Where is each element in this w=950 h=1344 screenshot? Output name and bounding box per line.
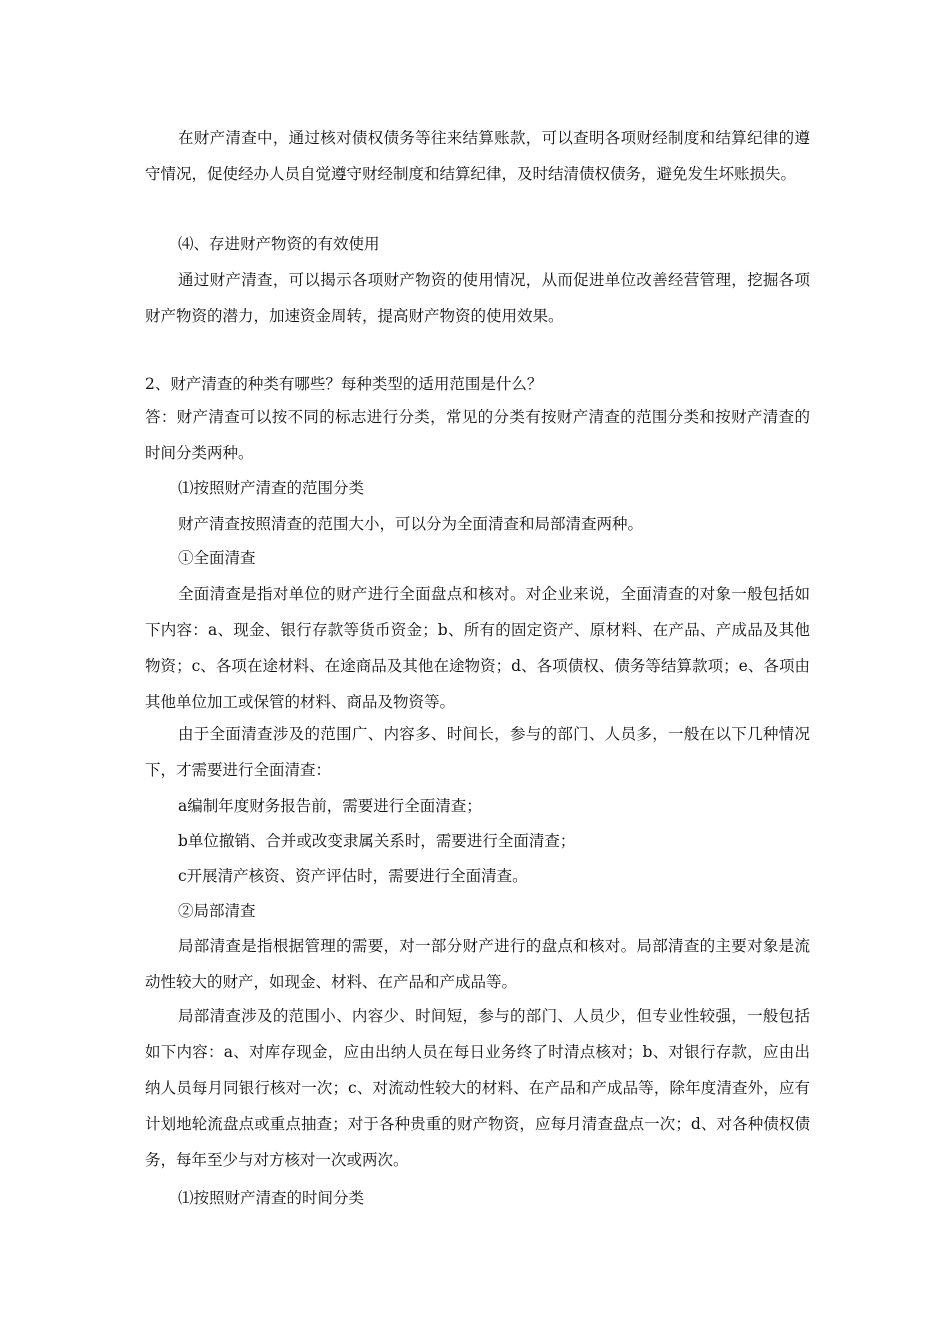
paragraph-settlement-check: 在财产清查中，通过核对债权债务等往来结算账款，可以查明各项财经制度和结算纪律的遵守情况，促使经办人员自觉遵守财经制度和结算纪律，及时结清债权债务，避免发生坏账损失。 (145, 129, 810, 183)
paragraph-range-classification: 财产清查按照清查的范围大小，可以分为全面清查和局部清查两种。 (178, 515, 644, 533)
paragraph-effective-use: 通过财产清查，可以揭示各项财产物资的使用情况，从而促进单位改善经营管理，挖掘各项财产物资的潜力，加速资金周转，提高财产物资的使用效果。 (145, 271, 810, 325)
paragraph-partial-inventory: 局部清查是指根据管理的需要，对一部分财产进行的盘点和核对。局部清查的主要对象是流动性较大的财产，如现金、材料、在产品和产成品等。 (145, 937, 810, 991)
condition-a: a编制年度财务报告前，需要进行全面清查； (178, 797, 482, 815)
section-range-classification: ⑴按照财产清查的范围分类 (178, 479, 365, 497)
heading-partial-inventory: ②局部清查 (178, 902, 256, 920)
heading-effective-use: ⑷、存进财产物资的有效使用 (178, 235, 380, 253)
condition-c: c开展清产核资、资产评估时，需要进行全面清查。 (178, 867, 528, 885)
paragraph-partial-inventory-detail: 局部清查涉及的范围小、内容少、时间短，参与的部门、人员少，但专业性较强，一般包括如下内容：a、对库存现金，应由出纳人员在每日业务终了时清点核对；b、对银行存款，应由出纳人员每月同银行核对一次；c、对流动性较大的材料、在产品和产成品等，除年度清查外，应有计划地轮流盘点或重点抽查；对于各种贵重的财产物资，应每月清查盘点一次；d、对各种债权债务，每年至少与对方核对一次或两次。 (145, 1007, 810, 1169)
paragraph-full-inventory-conditions: 由于全面清查涉及的范围广、内容多、时间长，参与的部门、人员多，一般在以下几种情况下，才需要进行全面清查： (145, 725, 810, 779)
answer-2: 答：财产清查可以按不同的标志进行分类，常见的分类有按财产清查的范围分类和按财产清查的时间分类两种。 (145, 408, 810, 462)
heading-full-inventory: ①全面清查 (178, 549, 256, 567)
paragraph-full-inventory: 全面清查是指对单位的财产进行全面盘点和核对。对企业来说，全面清查的对象一般包括如下内容：a、现金、银行存款等货币资金；b、所有的固定资产、原材料、在产品、产成品及其他物资；c、各项在途材料、在途商品及其他在途物资；d、各项债权、债务等结算款项；e、各项由其他单位加工或保管的材料、商品及物资等。 (145, 585, 810, 711)
question-2: 2、财产清查的种类有哪些？每种类型的适用范围是什么？ (145, 375, 543, 393)
condition-b: b单位撤销、合并或改变隶属关系时，需要进行全面清查； (178, 832, 576, 850)
section-time-classification: ⑴按照财产清查的时间分类 (178, 1189, 365, 1207)
